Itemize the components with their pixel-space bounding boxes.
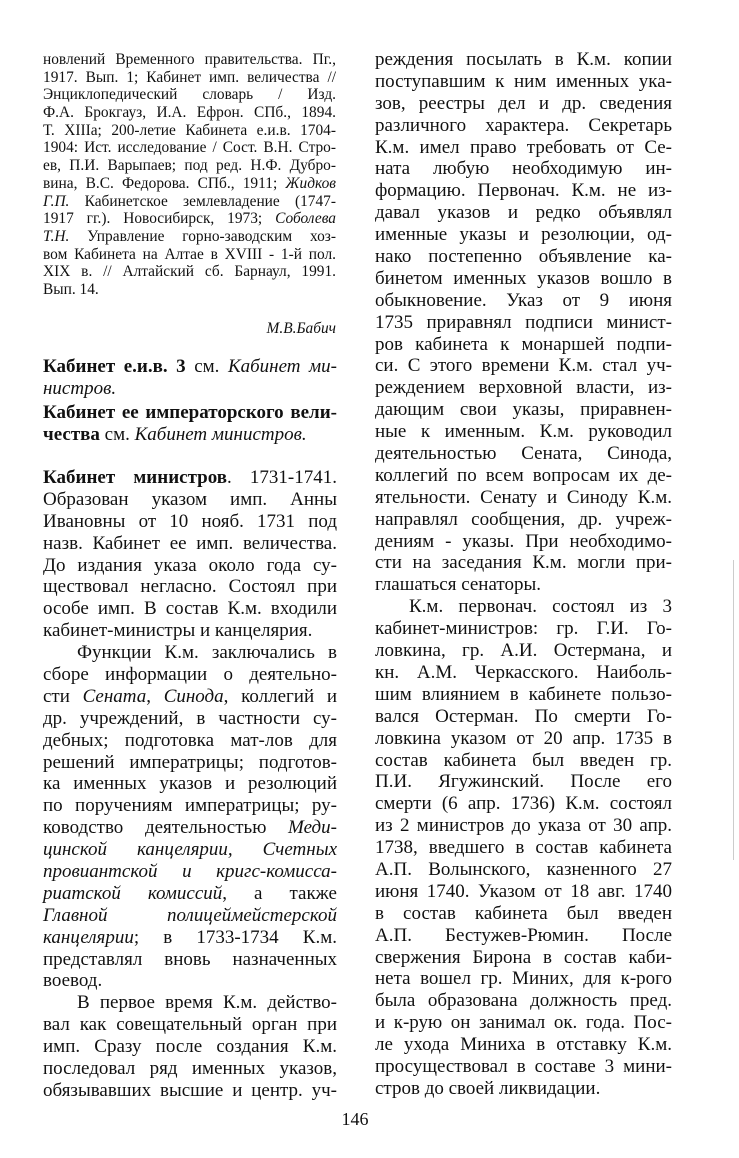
text-segment: бинетом именных указов вошло в: [375, 267, 672, 289]
text-segment: си. С этого времени К.м. стал уч-: [375, 355, 672, 377]
text-line: [43, 1036, 337, 1058]
text-line: [43, 1014, 337, 1036]
text-line: [43, 949, 337, 971]
text-line: [375, 180, 672, 202]
text-segment: К.м. имел право требовать от Се-: [375, 136, 672, 158]
text-segment: А.П. Бестужев-Рюмин. После: [375, 924, 672, 946]
text-segment: реждения посылать в К.м. копии: [375, 49, 672, 70]
text-line: [375, 224, 672, 246]
text-line: [375, 334, 672, 356]
text-segment: деятельностью Сената, Синода,: [375, 443, 672, 465]
bold-text: Кабинет е.и.в. 3: [43, 356, 186, 377]
text-segment: кабинет-министров: гр. Г.И. Го-: [375, 618, 672, 640]
text-line: [43, 228, 336, 246]
text-segment: Ф.А. Брокгауз, И.А. Ефрон. СПб., 1894.: [43, 104, 336, 122]
text-line: [375, 49, 672, 71]
text-line: [43, 664, 337, 686]
text-line: [43, 752, 337, 774]
text-line: [43, 992, 337, 1014]
text-line: [43, 193, 336, 211]
text-segment: поступавшим к ним именных ука-: [375, 70, 672, 92]
text-line: [375, 1034, 672, 1056]
italic-text: Синода: [163, 685, 224, 707]
text-segment: ев, П.И. Варыпаев; под ред. Н.Ф. Дубро-: [43, 157, 336, 175]
italic-text: Т.Н.: [43, 227, 70, 245]
bold-text: Кабинет ее императорского вели-: [43, 402, 337, 423]
text-line: [43, 246, 336, 264]
text-segment: обыкновение. Указ от 9 июня: [375, 289, 672, 311]
text-line: [375, 115, 672, 137]
text-line: [43, 139, 336, 157]
text-segment: вом Кабинета на Алтае в XVIII - 1-й пол.: [43, 245, 336, 263]
text-segment: именные указы и резолюции, од-: [375, 224, 672, 246]
text-segment: дающим свои указы, приравнен-: [375, 399, 672, 421]
text-line: [43, 424, 337, 446]
text-line: [43, 708, 337, 730]
text-line: [375, 793, 672, 815]
text-segment: Вып. 14.: [43, 280, 99, 298]
text-segment: давал указов и редко объявлял: [375, 202, 672, 224]
italic-text: Сената: [82, 685, 147, 707]
text-line: [375, 377, 672, 399]
text-line: [43, 883, 337, 905]
text-segment: вал как совещательный орган при: [43, 1014, 337, 1036]
text-segment: Т. XIIIa; 200-летие Кабинета е.и.в. 1704-: [43, 121, 336, 139]
italic-text: цинской канцелярии, Счетных: [43, 839, 337, 861]
text-segment: имп. Сразу после создания К.м.: [43, 1036, 337, 1058]
text-segment: была образована должность пред.: [375, 990, 672, 1012]
text-line: [375, 925, 672, 947]
text-segment: глашаться сенаторы.: [375, 574, 541, 596]
text-segment: дениям - указы. При необходимо-: [375, 530, 672, 552]
text-line: [375, 990, 672, 1012]
text-segment: в состав кабинета был введен: [375, 902, 672, 924]
text-line: [375, 968, 672, 990]
text-line: [375, 903, 672, 925]
text-line: [43, 839, 337, 861]
text-segment: особе имп. В состав К.м. входили: [43, 598, 337, 620]
text-segment: различного характера. Секретарь: [375, 114, 672, 136]
text-line: [375, 552, 672, 574]
entry-kabinet-ee-imp-velichestva: [43, 402, 337, 446]
text-line: [375, 202, 672, 224]
text-segment: Управление горно-заводским хоз-: [69, 227, 336, 245]
text-line: [375, 443, 672, 465]
text-line: [375, 71, 672, 93]
text-line: [375, 1078, 672, 1100]
text-line: [43, 281, 336, 299]
text-line: [375, 881, 672, 903]
italic-text: нистров.: [43, 378, 117, 399]
text-segment: 1917 гг.). Новосибирск, 1973;: [43, 210, 276, 228]
bold-text: Кабинет министров: [43, 467, 227, 488]
italic-text: Меди-: [288, 817, 337, 839]
text-line: [375, 837, 672, 859]
bibliography-block: [43, 51, 336, 299]
text-segment: ,: [146, 685, 164, 707]
italic-text: Кабинет министров.: [134, 424, 307, 445]
text-segment: см.: [185, 356, 228, 377]
text-segment: воевод.: [43, 970, 103, 992]
page-number: 146: [341, 1109, 369, 1129]
text-segment: др. учреждений, в частности су-: [43, 707, 337, 729]
text-segment: А.П. Волынского, казненного 27: [375, 858, 672, 880]
entry-kabinet-ministrov-right-column: [375, 49, 672, 1100]
text-segment: сти на заседания К.м. могли при-: [375, 552, 672, 574]
text-segment: смерти (6 апр. 1736) К.м. состоял: [375, 793, 672, 815]
text-segment: ка именных указов и резолюций: [43, 773, 337, 795]
text-segment: обязывавших высшие и центр. уч-: [43, 1079, 337, 1101]
text-segment: нако постепенно объявление ка-: [375, 246, 672, 268]
text-segment: зов, реестры дел и др. сведения: [375, 92, 672, 114]
text-line: [375, 93, 672, 115]
text-line: [375, 1012, 672, 1034]
text-segment: сти: [43, 685, 83, 707]
text-line: [375, 531, 672, 553]
text-line: [375, 618, 672, 640]
text-line: [43, 467, 337, 489]
text-line: [375, 312, 672, 334]
text-segment: последовал ряд именных указов,: [43, 1058, 337, 1080]
text-segment: свержения Бирона в состав каби-: [375, 946, 672, 968]
text-line: [375, 1056, 672, 1078]
text-line: [43, 795, 337, 817]
text-segment: 1917. Вып. 1; Кабинет имп. величества //: [43, 68, 336, 86]
text-line: [375, 684, 672, 706]
text-segment: дебных; подготовка мат-лов для: [43, 729, 337, 751]
text-line: [43, 210, 336, 228]
text-line: [375, 662, 672, 684]
italic-text: канцелярии: [43, 926, 134, 948]
text-line: [375, 771, 672, 793]
text-segment: , коллегий и: [223, 685, 338, 707]
text-segment: ловкина, гр. А.И. Остермана, и: [375, 640, 672, 662]
italic-text: Главной полицеймейстерской: [43, 904, 337, 926]
text-line: [375, 640, 672, 662]
article-author: М.В.Бабич: [266, 320, 336, 337]
text-segment: Образован указом имп. Анны: [43, 488, 337, 510]
text-line: [43, 620, 337, 642]
text-line: [43, 157, 336, 175]
text-line: [43, 104, 336, 122]
text-segment: , а также: [222, 882, 337, 904]
text-segment: состав кабинета был введен гр.: [375, 749, 672, 771]
text-line: [43, 533, 337, 555]
text-line: [375, 246, 672, 268]
text-line: [43, 263, 336, 281]
text-line: [43, 378, 337, 400]
text-segment: формацию. Первонач. К.м. не из-: [375, 180, 672, 202]
text-segment: К.м. первонач. состоял из 3: [409, 596, 672, 618]
text-line: [43, 1058, 337, 1080]
text-segment: июня 1740. Указом от 18 авг. 1740: [375, 880, 672, 902]
text-segment: решений императрицы; подготов-: [43, 751, 337, 773]
text-segment: ле ухода Миниха в отставку К.м.: [375, 1034, 672, 1056]
text-line: [43, 905, 337, 927]
text-segment: До издания указа около года су-: [43, 554, 337, 576]
text-line: [43, 598, 337, 620]
text-segment: реждением верховной власти, из-: [375, 377, 672, 399]
text-line: [43, 730, 337, 752]
text-segment: XIX в. // Алтайский сб. Барнаул, 1991.: [43, 263, 336, 281]
text-line: [43, 642, 337, 664]
text-segment: ната любую необходимую ин-: [375, 158, 672, 180]
text-line: [43, 1080, 337, 1102]
text-segment: представлял вновь назначенных: [43, 948, 337, 970]
text-line: [375, 465, 672, 487]
text-segment: по поручениям императрицы; ру-: [43, 795, 337, 817]
text-segment: коллегий по всем вопросам их де-: [375, 464, 672, 486]
text-segment: ров кабинета к монаршей подпи-: [375, 333, 672, 355]
text-segment: . 1731-1741.: [227, 467, 337, 488]
text-line: [375, 509, 672, 531]
bold-text: чества: [43, 424, 100, 445]
italic-text: провиантской и кригс-комисса-: [43, 861, 337, 883]
text-segment: кн. А.М. Черкасского. Наиболь-: [375, 661, 672, 683]
entry-kabinet-ministrov-left-column: [43, 467, 337, 1102]
text-line: [43, 69, 336, 87]
text-line: [43, 356, 337, 378]
text-segment: 1738, введшего в состав кабинета: [375, 837, 672, 859]
text-segment: и к-рую он занимал ок. года. Пос-: [375, 1012, 672, 1034]
text-line: [375, 355, 672, 377]
text-segment: В первое время К.м. действо-: [77, 992, 337, 1014]
text-line: [375, 421, 672, 443]
text-line: [375, 947, 672, 969]
scan-edge-line: [733, 560, 734, 860]
italic-text: Г.П.: [43, 192, 70, 210]
text-segment: 1904: Ист. исследование / Сост. В.Н. Стро-: [43, 139, 336, 157]
text-line: [43, 861, 337, 883]
text-line: [375, 158, 672, 180]
text-segment: ловкина указом от 20 апр. 1735 в: [375, 727, 672, 749]
text-line: [375, 706, 672, 728]
text-line: [43, 122, 336, 140]
text-line: [375, 399, 672, 421]
text-line: [43, 175, 336, 193]
text-line: [375, 596, 672, 618]
text-segment: направлял сообщения, др. учреж-: [375, 508, 672, 530]
text-segment: ; в 1733-1734 К.м.: [133, 926, 337, 948]
italic-text: Соболева: [275, 210, 336, 228]
text-segment: из 2 министров до указа от 30 апр.: [375, 815, 672, 837]
italic-text: Кабинет ми-: [227, 356, 337, 377]
entry-kabinet-eiv-3: [43, 356, 337, 400]
text-line: [43, 555, 337, 577]
text-segment: ные к именным. К.м. руководил: [375, 421, 672, 443]
text-line: [375, 137, 672, 159]
text-segment: см.: [99, 424, 135, 445]
text-line: [43, 686, 337, 708]
text-line: [43, 402, 337, 424]
text-segment: кабинет-министры и канцелярия.: [43, 620, 313, 642]
text-segment: стров до своей ликвидации.: [375, 1077, 601, 1099]
text-segment: П.И. Ягужинский. После его: [375, 771, 672, 793]
text-line: [375, 487, 672, 509]
text-segment: ятельности. Сенату и Синоду К.м.: [375, 486, 672, 508]
text-line: [43, 576, 337, 598]
text-segment: сборе информации о деятельно-: [43, 664, 337, 686]
text-segment: Энциклопедический словарь / Изд.: [43, 86, 336, 104]
text-segment: Кабинетское землевладение (1747-: [69, 192, 336, 210]
text-line: [375, 750, 672, 772]
text-line: [43, 773, 337, 795]
text-segment: вина, В.С. Федорова. СПб., 1911;: [43, 174, 286, 192]
italic-text: риатской комиссий: [43, 882, 223, 904]
text-line: [43, 86, 336, 104]
text-line: [43, 927, 337, 949]
text-segment: просуществовал в составе 3 мини-: [375, 1055, 672, 1077]
text-line: [375, 574, 672, 596]
text-segment: ководство деятельностью: [43, 817, 289, 839]
text-segment: шим влиянием в кабинете пользо-: [375, 683, 672, 705]
text-segment: Ивановны от 10 нояб. 1731 под: [43, 510, 337, 532]
text-line: [43, 489, 337, 511]
text-line: [375, 815, 672, 837]
text-line: [43, 970, 337, 992]
italic-text: Жидков: [285, 174, 336, 192]
text-line: [375, 268, 672, 290]
text-line: [43, 511, 337, 533]
text-segment: нета вошел гр. Миних, для к-рого: [375, 968, 672, 990]
text-segment: вался Остерман. По смерти Го-: [375, 705, 672, 727]
text-segment: назв. Кабинет ее имп. величества.: [43, 532, 337, 554]
text-segment: Функции К.м. заключались в: [77, 642, 337, 664]
text-segment: 1735 приравнял подписи минист-: [375, 311, 672, 333]
text-line: [375, 728, 672, 750]
text-segment: ществовал негласно. Состоял при: [43, 576, 337, 598]
text-line: [43, 817, 337, 839]
text-line: [43, 51, 336, 69]
text-segment: новлений Временного правительства. Пг.,: [43, 51, 336, 68]
text-line: [375, 290, 672, 312]
text-line: [375, 859, 672, 881]
